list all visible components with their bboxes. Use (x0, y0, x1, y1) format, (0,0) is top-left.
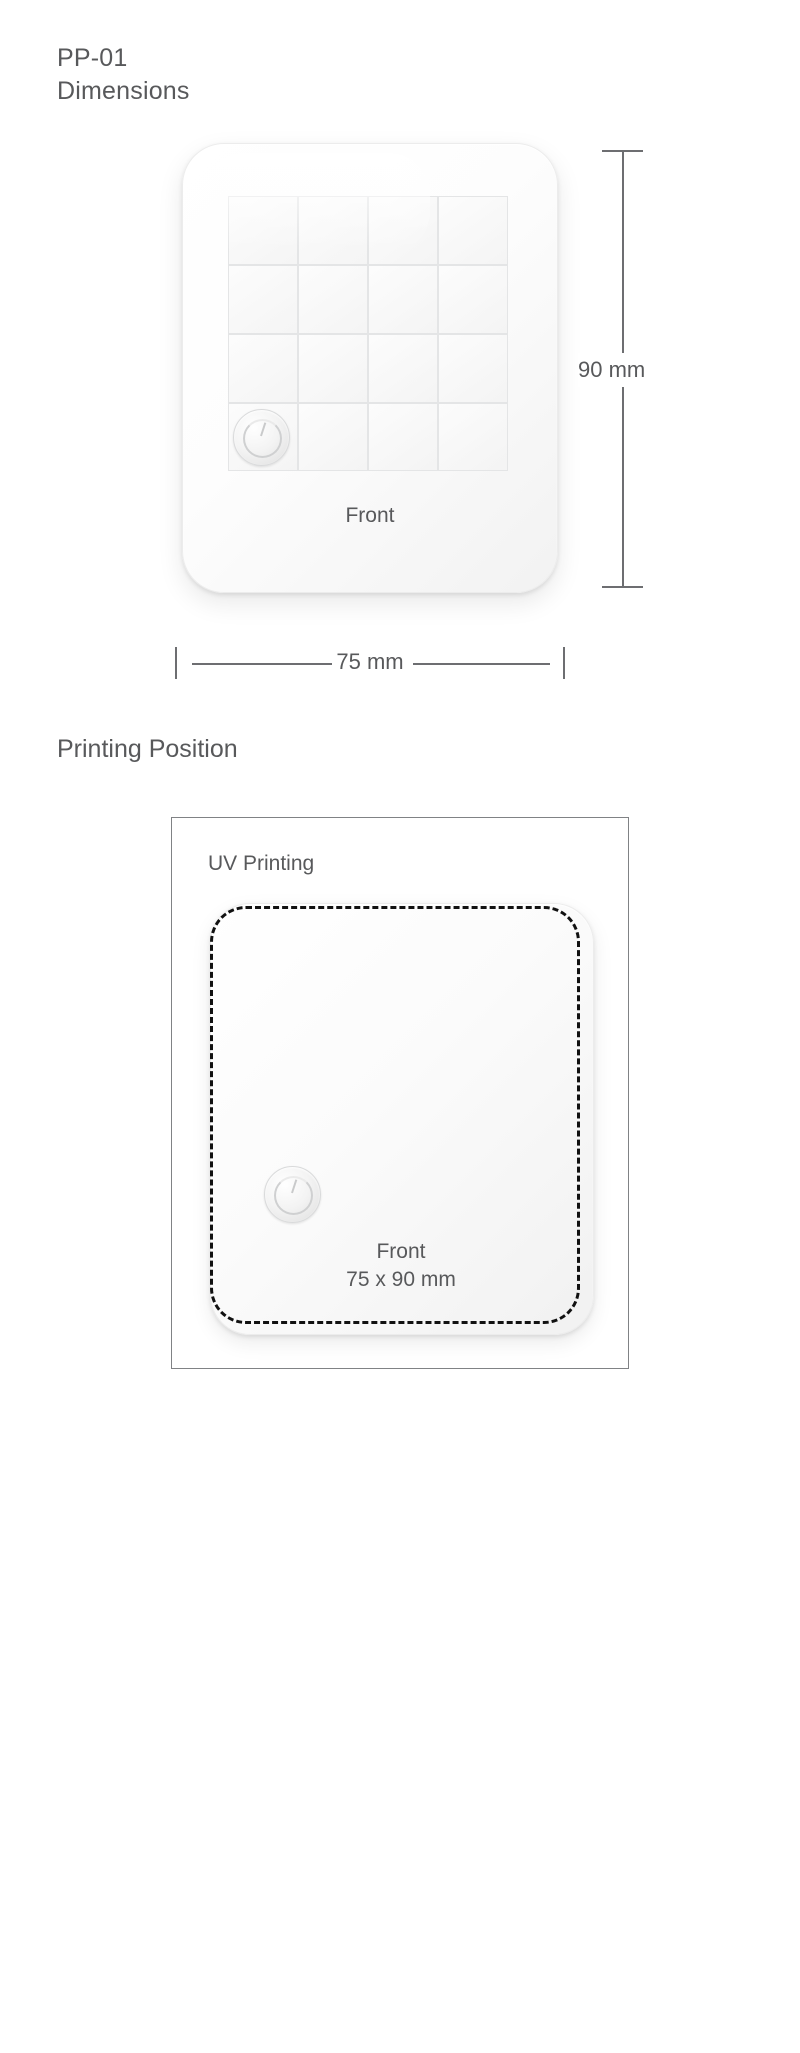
grid-cell (368, 334, 438, 403)
grid-cell (368, 403, 438, 471)
rotary-knob-icon (233, 409, 290, 466)
height-dimension-label: 90 mm (578, 353, 645, 387)
grid-cell (259, 1643, 329, 1712)
grid-cell (228, 196, 298, 265)
width-cap-right (563, 647, 565, 679)
grid-cell (259, 1781, 329, 1849)
puzzle-grid (228, 196, 508, 471)
printing-method-label: UV Printing (208, 852, 315, 875)
grid-cell (298, 334, 368, 403)
printing-position-title: Printing Position (57, 735, 238, 763)
grid-cell (368, 196, 438, 265)
grid-cell (298, 265, 368, 334)
grid-cell (259, 1712, 329, 1781)
page-title (57, 42, 190, 108)
device-face-label: Front (345, 504, 395, 527)
grid-cell (228, 265, 298, 334)
grid-cell (438, 403, 508, 471)
grid-cell (259, 1849, 329, 1917)
device-front-illustration (182, 143, 558, 593)
printing-position-panel (171, 817, 629, 1369)
section-title: Dimensions (57, 77, 190, 105)
grid-cell (298, 196, 368, 265)
grid-cell (259, 1505, 329, 1574)
width-line-right (413, 663, 550, 665)
grid-cell (228, 334, 298, 403)
grid-cell (438, 334, 508, 403)
grid-cell (368, 265, 438, 334)
grid-cell (438, 196, 508, 265)
grid-cell (259, 1367, 329, 1436)
grid-cell (438, 265, 508, 334)
grid-cell (259, 1917, 329, 1985)
print-area-size: 75 x 90 mm (346, 1268, 456, 1291)
print-area-caption (210, 1238, 592, 1294)
product-code: PP-01 (57, 44, 128, 72)
grid-cell (259, 1985, 329, 2053)
grid-cell (259, 1436, 329, 1505)
width-dimension-label: 75 mm (336, 649, 404, 674)
grid-cell (259, 1574, 329, 1643)
dimensions-figure (0, 140, 800, 700)
grid-cell (298, 403, 368, 471)
width-dimension (175, 643, 565, 683)
print-area-face: Front (376, 1240, 426, 1263)
height-tick-bottom (602, 586, 643, 588)
